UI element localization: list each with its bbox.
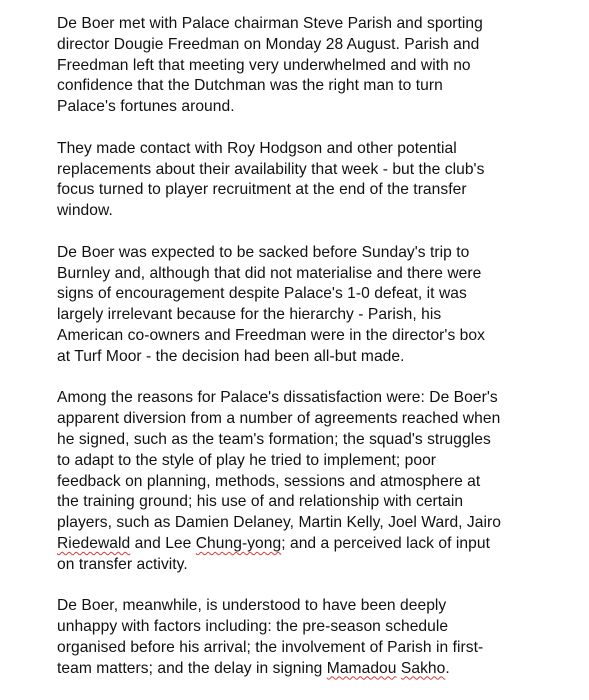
text-line xyxy=(57,659,557,680)
text-line xyxy=(57,430,557,451)
text-line xyxy=(57,180,557,201)
text-line xyxy=(57,35,557,56)
text-run: Palace's fortunes around. xyxy=(57,98,235,116)
text-run: De Boer met with Palace chairman Steve Parish and sporting xyxy=(57,15,483,32)
text-run: De Boer, meanwhile, is understood to have been deeply xyxy=(57,597,447,615)
text-run: confidence that the Dutchman was the right man to turn xyxy=(57,77,443,95)
spellcheck-flagged-word: Riedewald xyxy=(57,534,131,552)
text-line xyxy=(57,617,557,638)
text-line xyxy=(57,388,557,409)
spellcheck-flagged-word: Sakho xyxy=(400,659,446,677)
text-run: largely irrelevant because for the hierarchy - Parish, his xyxy=(57,306,442,324)
text-line xyxy=(57,513,557,534)
text-run: the training ground; his use of and relationship with certain xyxy=(57,493,464,511)
text-run: feedback on planning, methods, sessions and atmosphere at xyxy=(57,472,481,490)
text-run: and Lee xyxy=(130,534,196,552)
paragraph-3 xyxy=(57,243,557,368)
text-run: he signed, such as the team's formation; the squad's struggles xyxy=(57,430,491,448)
text-run: at Turf Moor - the decision had been all-but made. xyxy=(57,347,405,365)
text-line xyxy=(57,160,557,181)
text-line xyxy=(57,97,557,118)
text-line xyxy=(57,409,557,430)
spellcheck-flagged-word: Mamadou xyxy=(326,659,397,677)
text-line xyxy=(57,305,557,326)
text-line xyxy=(57,76,557,97)
text-run: American co-owners and Freedman were in the director's box xyxy=(57,326,485,344)
paragraph-4 xyxy=(57,388,557,575)
text-run: on transfer activity. xyxy=(57,555,188,573)
text-line xyxy=(57,596,557,617)
text-run: Freedman left that meeting very underwhelmed and with no xyxy=(57,56,471,74)
text-run: apparent diversion from a number of agreements reached when xyxy=(57,410,501,428)
text-line xyxy=(57,492,557,513)
text-line xyxy=(57,56,557,77)
article-body xyxy=(57,14,557,700)
text-line xyxy=(57,139,557,160)
text-line xyxy=(57,284,557,305)
text-line xyxy=(57,201,557,222)
text-line xyxy=(57,243,557,264)
text-line xyxy=(57,638,557,659)
spellcheck-flagged-word: Chung-yong xyxy=(195,534,282,552)
text-run: focus turned to player recruitment at the end of the transfer xyxy=(57,181,467,199)
text-run: They made contact with Roy Hodgson and other potential xyxy=(57,139,457,157)
text-run: signs of encouragement despite Palace's 1-0 defeat, it was xyxy=(57,285,467,303)
text-run: organised before his arrival; the involvement of Parish in first- xyxy=(57,638,484,656)
text-run: director Dougie Freedman on Monday 28 August. Parish and xyxy=(57,35,480,53)
text-line xyxy=(57,347,557,368)
text-line xyxy=(57,555,557,576)
text-run: to adapt to the style of play he tried to implement; poor xyxy=(57,451,437,469)
text-run: replacements about their availability that week - but the club's xyxy=(57,160,485,178)
text-run: unhappy with factors including: the pre-season schedule xyxy=(57,618,449,636)
text-line xyxy=(57,326,557,347)
paragraph-2 xyxy=(57,139,557,222)
text-run: ; and a perceived lack of input xyxy=(281,534,490,552)
text-line xyxy=(57,451,557,472)
text-line xyxy=(57,264,557,285)
text-run: De Boer was expected to be sacked before Sunday's trip to xyxy=(57,243,470,261)
text-line xyxy=(57,534,557,555)
text-run: players, such as Damien Delaney, Martin Kelly, Joel Ward, Jairo xyxy=(57,514,501,532)
text-run: Burnley and, although that did not materialise and there were xyxy=(57,264,482,282)
text-run: team matters; and the delay in signing xyxy=(57,659,327,677)
text-run: Among the reasons for Palace's dissatisfaction were: De Boer's xyxy=(57,389,498,407)
text-line xyxy=(57,472,557,493)
paragraph-1 xyxy=(57,14,557,118)
text-line xyxy=(57,14,557,35)
text-run: window. xyxy=(57,202,113,220)
paragraph-5 xyxy=(57,596,557,679)
text-run: . xyxy=(445,659,450,677)
